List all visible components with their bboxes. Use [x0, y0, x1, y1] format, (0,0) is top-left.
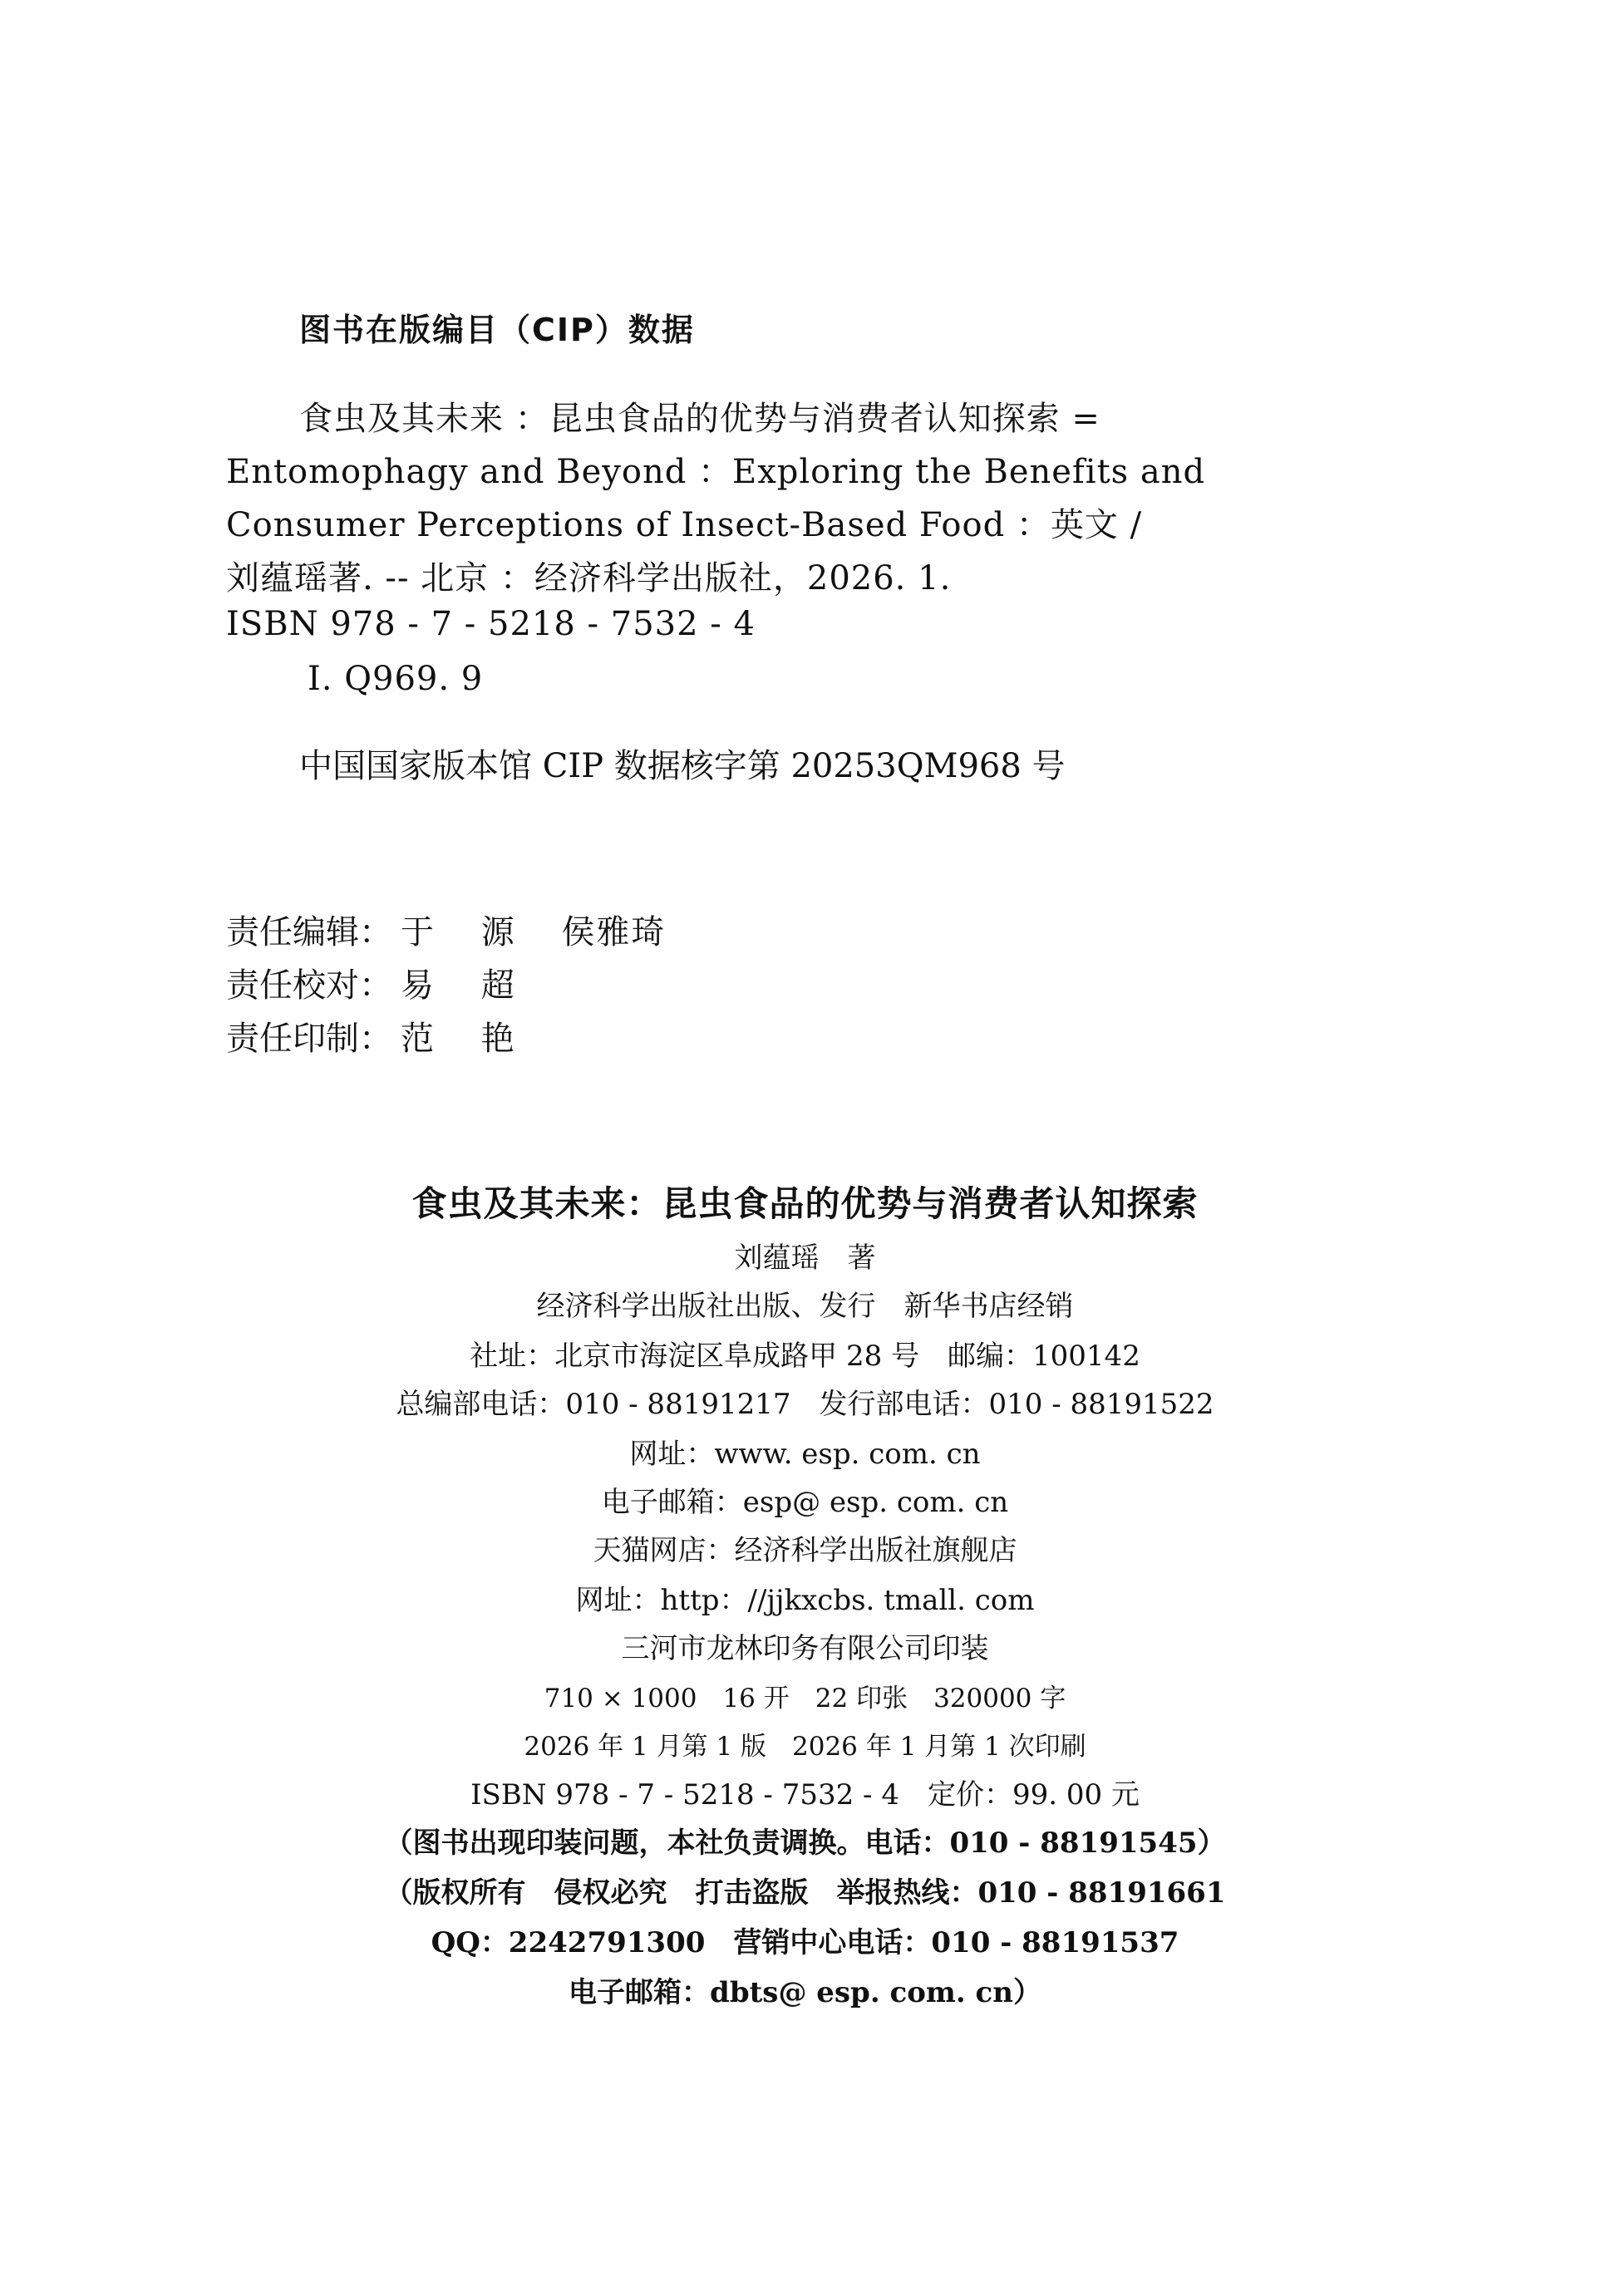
cip-english-title-line-2: Consumer Perceptions of Insect-Based Food ：英文 /	[226, 506, 1143, 544]
colophon-title: 食虫及其未来：昆虫食品的优势与消费者认知探索	[411, 1183, 1199, 1224]
staff-label: 责任校对：	[226, 966, 392, 1005]
colophon-printer: 三河市龙林印务有限公司印装	[621, 1632, 989, 1665]
staff-proofreader	[226, 959, 516, 1006]
staff-value: 于 源 侯雅琦	[401, 913, 667, 951]
colophon-edition: 2026 年 1 月第 1 版 2026 年 1 月第 1 次印刷	[524, 1732, 1086, 1762]
colophon-publisher: 经济科学出版社出版、发行 新华书店经销	[536, 1290, 1074, 1323]
colophon-qq-marketing: QQ：2242791300 营销中心电话：010 - 88191537	[431, 1926, 1179, 1959]
colophon-format: 710 × 1000 16 开 22 印张 320000 字	[544, 1684, 1066, 1713]
cip-classification: Ⅰ. Q969. 9	[308, 660, 484, 698]
staff-label: 责任印制：	[226, 1020, 392, 1058]
colophon-author: 刘蕴瑶 著	[734, 1241, 876, 1275]
staff-value: 范 艳	[401, 1020, 516, 1058]
cip-approval-number: 中国国家版本馆 CIP 数据核字第 20253QM968 号	[299, 747, 1066, 785]
colophon-address: 社址：北京市海淀区阜成路甲 28 号 邮编：100142	[470, 1340, 1140, 1373]
staff-print-manager	[226, 1012, 516, 1060]
cip-english-title-line-1: Entomophagy and Beyond ：Exploring the Benefits and	[226, 453, 1206, 491]
staff-value: 易 超	[401, 966, 516, 1005]
cip-heading: 图书在版编目（CIP）数据	[299, 312, 695, 348]
colophon-email: 电子邮箱：esp@ esp. com. cn	[601, 1486, 1009, 1519]
staff-label: 责任编辑：	[226, 913, 392, 951]
colophon-notice-email: 电子邮箱：dbts@ esp. com. cn）	[569, 1976, 1041, 2009]
staff-editor	[226, 906, 666, 953]
cip-isbn-line: ISBN 978 - 7 - 5218 - 7532 - 4	[226, 605, 756, 643]
colophon-website: 网址：www. esp. com. cn	[629, 1438, 981, 1471]
cip-title-line: 食虫及其未来 ：昆虫食品的优势与消费者认知探索 =	[299, 400, 1100, 438]
colophon-tmall-url: 网址：http：//jjkxcbs. tmall. com	[575, 1584, 1035, 1617]
colophon-tmall-store: 天猫网店：经济科学出版社旗舰店	[593, 1534, 1017, 1567]
colophon-print-issue-notice: （图书出现印装问题，本社负责调换。电话：010 - 88191545）	[384, 1826, 1226, 1860]
colophon-isbn-price: ISBN 978 - 7 - 5218 - 7532 - 4 定价：99. 00 元	[470, 1778, 1140, 1812]
colophon-phones: 总编部电话：010 - 88191217 发行部电话：010 - 88191522	[396, 1388, 1214, 1421]
cip-author-publisher-line: 刘蕴瑶著. -- 北京 ：经济科学出版社，2026. 1.	[226, 559, 952, 597]
colophon-copyright-notice: （版权所有 侵权必究 打击盗版 举报热线：010 - 88191661	[384, 1876, 1226, 1910]
